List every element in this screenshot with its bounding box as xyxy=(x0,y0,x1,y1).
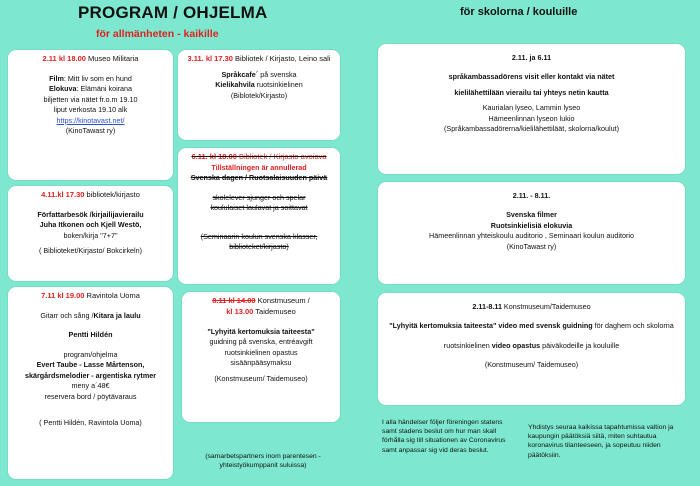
event-line: guidning på svenska, entréavgift xyxy=(209,337,313,347)
event-venue: Bibliotek / Kirjasto avoiava xyxy=(236,152,327,161)
event-organizer: ( Pentti Hildén, Ravintola Uoma) xyxy=(39,417,142,427)
event-venue: bibliotek/kirjasto xyxy=(84,190,140,199)
school-line: Kaurialan lyseo, Lammin lyseo xyxy=(482,103,581,113)
event-card-ravintola-uoma xyxy=(8,287,173,479)
school-line: Ruotsinkielisiä elokuvia xyxy=(490,220,573,230)
event-line: skolelever sjunger och spelar xyxy=(212,192,306,202)
corona-note-finnish: Yhdistys seuraa kaikissa tapahtumissa valtion ja kaupungin päätöksiä siitä, miten suhtautua koronavirus tilanteeseen, ja sopeutuu niiden päätöksiin. xyxy=(528,424,674,459)
school-card-svenska-filmer xyxy=(378,182,685,284)
school-venue: Konstmuseum/Taidemuseo xyxy=(501,302,591,311)
event-card-svenska-dagen xyxy=(178,148,340,284)
event-heading xyxy=(14,190,167,201)
event-line: ruotsinkielinen opastus xyxy=(224,347,298,357)
school-date: 2.11-8.11 xyxy=(472,302,502,311)
liput-line: liput verkosta 19.10 alk xyxy=(53,105,128,115)
event-date-new: kl 13.00 xyxy=(226,306,254,316)
school-date: 2.11. - 8.11. xyxy=(512,191,551,200)
event-heading xyxy=(14,291,167,302)
kielikahvila-line: Kielikahvila ruotsinkielinen xyxy=(215,80,303,90)
event-title: "Lyhyitä kertomuksia taiteesta" xyxy=(207,326,315,336)
school-date: 2.11. ja 6.11 xyxy=(511,53,552,62)
reservation-line: reservera bord / pöytävaraus xyxy=(44,391,137,401)
event-venue: Konstmuseum / xyxy=(255,296,310,305)
program-label: program/ohjelma xyxy=(63,349,118,359)
school-line: ruotsinkielinen video opastus päiväkodeille ja kouluille xyxy=(443,340,620,350)
program-line: Evert Taube - Lasse Mårtenson, xyxy=(36,360,145,370)
event-organizer: (Biblotek/Kirjasto) xyxy=(230,90,288,100)
music-line: Gitarr och sång /Kitara ja laulu xyxy=(40,310,141,320)
school-organizer: (KinoTawast ry) xyxy=(506,241,557,251)
school-section-title: för skolorna / kouluille xyxy=(460,6,578,18)
school-organizer: (Språkambassadörerna/kielilähettiläät, skolorna/koulut) xyxy=(444,124,619,134)
event-date: 7.11 kl 19.00 xyxy=(41,291,85,300)
elokuva-line: Elokuva: Elämäni koirana xyxy=(48,84,133,94)
tickets-line: biljetten via nätet fr.o.m 19.10 xyxy=(43,94,138,104)
event-venue: Bibliotek / Kirjasto, Leino sali xyxy=(232,54,331,63)
event-organizer: (Konstmuseum/ Taidemuseo) xyxy=(214,373,308,383)
event-heading xyxy=(14,54,167,65)
cancelled-notice: Tillställningen är annullerad xyxy=(211,162,307,172)
event-card-sprakcafe xyxy=(178,50,340,140)
menu-price: meny a´48€ xyxy=(71,381,110,391)
event-card-museo-militaria xyxy=(8,50,173,180)
school-line: Hämeenlinnan yhteiskoulu auditorio , Seminaari koulun auditorio xyxy=(429,231,634,241)
event-line: sisäänpääsymaksu xyxy=(230,358,292,368)
page-title: PROGRAM / OHJELMA xyxy=(78,3,268,22)
event-title: Svenska dagen / Ruotsalaisuuden päivä xyxy=(190,173,328,183)
event-venue-new: Taidemuseo xyxy=(253,306,296,316)
program-line: skärgårdsmelodier - argentiska rytmer xyxy=(24,370,157,380)
school-line: språkambassadörens visit eller kontakt via nätet xyxy=(448,72,615,82)
school-card-konstmuseum xyxy=(378,293,685,405)
event-organizer: ( Biblioteket/Kirjasto/ Bokcirkeln) xyxy=(38,246,143,256)
event-authors: Juha Itkonen och Kjell Westö, xyxy=(39,220,142,230)
kinotavast-link[interactable]: https://kinotavast.net/ xyxy=(56,115,125,125)
partners-note: (samarbetspartners inom parentesen - yhteistyökumppanit suluissa) xyxy=(205,453,321,470)
event-venue: Museo Militaria xyxy=(85,54,139,63)
event-heading xyxy=(184,54,334,65)
event-date: 8.11 kl 14.00 xyxy=(212,296,256,305)
school-card-sprakambassador xyxy=(378,44,685,174)
film-line: Film: Mitt liv som en hund xyxy=(49,73,132,83)
event-heading-new xyxy=(188,307,334,318)
performer-name: Pentti Hildén xyxy=(68,330,113,340)
corona-note-swedish: I alla händelser följer föreningen statens samt stadens beslut om hur man skall förhålla sig till situationen av Coronavirus samt anpassar sig vid deras beslut. xyxy=(382,419,506,454)
event-line: koululaiset laulavat ja soittavat xyxy=(210,203,308,213)
event-title: Författarbesök /kirjailijavierailu xyxy=(37,209,144,219)
event-organizer: (KinoTawast ry) xyxy=(65,126,116,136)
event-date: 3.11. kl 17.30 xyxy=(187,54,233,63)
event-organizer: (Seminaarin koulun svenska klasser, biblioteket/kirjasto) xyxy=(200,231,318,252)
event-date: 4.11.kl 17.30 xyxy=(41,190,85,199)
school-title: "Lyhyitä kertomuksia taiteesta" video med svensk guidning för daghem och skolorna xyxy=(389,321,674,331)
page-subtitle: för allmänheten - kaikille xyxy=(96,28,219,40)
event-heading xyxy=(188,296,334,307)
school-line: Hämeenlinnan lyseon lukio xyxy=(488,113,575,123)
event-book: boken/kirja "7+7" xyxy=(63,230,118,240)
event-venue: Ravintola Uoma xyxy=(84,291,140,300)
school-organizer: (Konstmuseum/ Taidemuseo) xyxy=(484,360,579,370)
school-heading xyxy=(384,302,679,312)
event-date: 2.11 kl 18.00 xyxy=(42,54,86,63)
event-card-forfattarbesok xyxy=(8,186,173,281)
sprakcafe-line: Språkcafe´ på svenska xyxy=(221,69,297,79)
school-line: Svenska filmer xyxy=(506,210,557,220)
school-line: kielilähettilään vierailu tai yhteys netin kautta xyxy=(454,87,609,97)
event-date: 6.11. kl 18.00 xyxy=(191,152,237,161)
event-card-konstmuseum xyxy=(182,292,340,422)
event-heading xyxy=(184,152,334,163)
